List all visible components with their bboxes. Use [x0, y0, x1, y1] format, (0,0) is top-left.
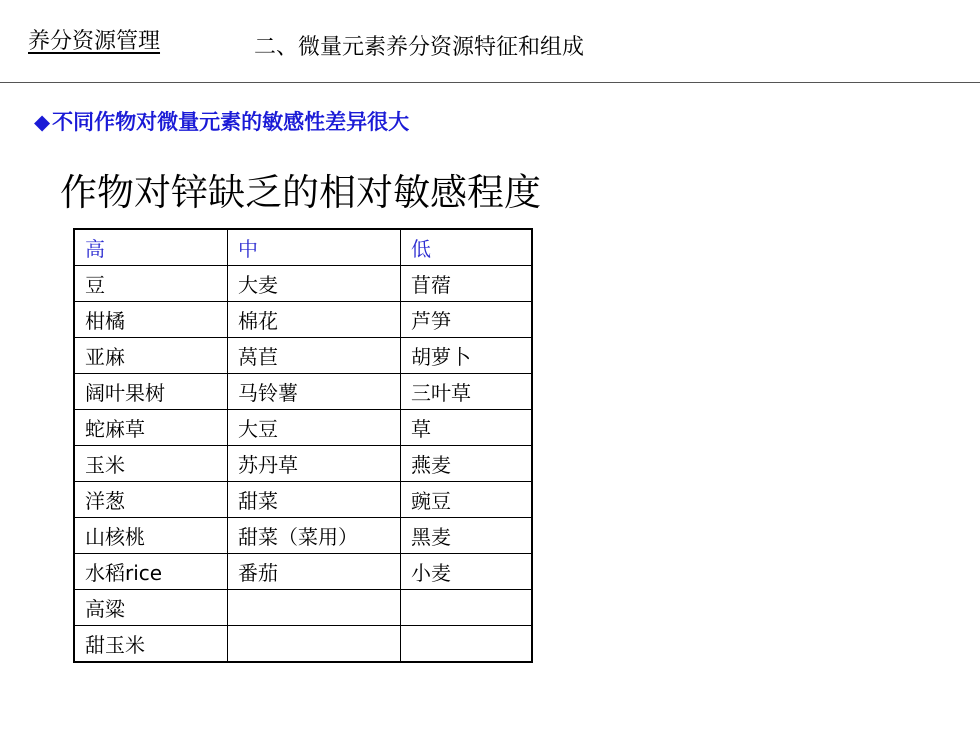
- cell-medium: 番茄: [228, 554, 401, 590]
- cell-medium: 甜菜（菜用）: [228, 518, 401, 554]
- cell-low: 草: [401, 410, 533, 446]
- cell-low: 芦笋: [401, 302, 533, 338]
- table-row: [74, 554, 532, 590]
- header-divider: [0, 82, 980, 83]
- cell-low: [401, 626, 533, 663]
- cell-low: 燕麦: [401, 446, 533, 482]
- table-row: [74, 482, 532, 518]
- cell-medium: [228, 590, 401, 626]
- cell-medium: 棉花: [228, 302, 401, 338]
- cell-low: 三叶草: [401, 374, 533, 410]
- cell-high: 阔叶果树: [74, 374, 228, 410]
- cell-medium: 马铃薯: [228, 374, 401, 410]
- cell-high: 山核桃: [74, 518, 228, 554]
- cell-high: 亚麻: [74, 338, 228, 374]
- diamond-bullet-icon: ◆: [34, 110, 51, 134]
- cell-high: 洋葱: [74, 482, 228, 518]
- column-header-high: 高: [74, 229, 228, 266]
- table-body: [74, 266, 532, 663]
- table-row: [74, 626, 532, 663]
- table-row: [74, 446, 532, 482]
- sensitivity-table: [73, 228, 533, 663]
- table-header-row: [74, 229, 532, 266]
- cell-medium: 甜菜: [228, 482, 401, 518]
- column-header-low: 低: [401, 229, 533, 266]
- cell-low: 豌豆: [401, 482, 533, 518]
- cell-high: 豆: [74, 266, 228, 302]
- section-heading: 二、微量元素养分资源特征和组成: [254, 35, 585, 60]
- cell-low: 小麦: [401, 554, 533, 590]
- table-row: [74, 518, 532, 554]
- column-header-medium: 中: [228, 229, 401, 266]
- bullet-point: [34, 106, 409, 136]
- table-row: [74, 590, 532, 626]
- slide-title: 作物对锌缺乏的相对敏感程度: [60, 171, 541, 214]
- cell-high: 甜玉米: [74, 626, 228, 663]
- cell-medium: [228, 626, 401, 663]
- table-row: [74, 302, 532, 338]
- cell-high: 玉米: [74, 446, 228, 482]
- cell-medium: 大麦: [228, 266, 401, 302]
- table-row: [74, 374, 532, 410]
- cell-low: 苜蓿: [401, 266, 533, 302]
- table-row: [74, 410, 532, 446]
- cell-medium: 大豆: [228, 410, 401, 446]
- cell-medium: 莴苣: [228, 338, 401, 374]
- cell-medium: 苏丹草: [228, 446, 401, 482]
- course-title: 养分资源管理: [28, 29, 161, 54]
- cell-low: 胡萝卜: [401, 338, 533, 374]
- table-row: [74, 338, 532, 374]
- cell-high: 柑橘: [74, 302, 228, 338]
- table-row: [74, 266, 532, 302]
- cell-high: 蛇麻草: [74, 410, 228, 446]
- cell-high: 高粱: [74, 590, 228, 626]
- cell-low: [401, 590, 533, 626]
- cell-low: 黑麦: [401, 518, 533, 554]
- cell-high: 水稻rice: [74, 554, 228, 590]
- bullet-text: 不同作物对微量元素的敏感性差异很大: [52, 110, 410, 134]
